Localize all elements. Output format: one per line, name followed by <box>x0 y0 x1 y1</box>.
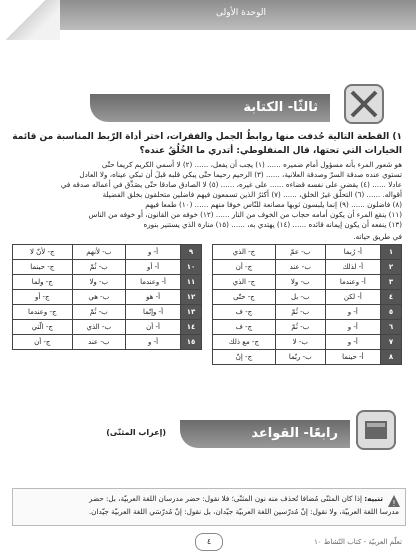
choice-b: ب- ولا <box>275 275 325 290</box>
choice-a: أ- وعندما <box>325 275 380 290</box>
choice-b: ب- ثُمّ <box>275 305 325 320</box>
choice-number: ١٥ <box>181 335 202 350</box>
choice-a: أ- رُبما <box>325 245 380 260</box>
choice-c: ج- حتّى <box>213 290 276 305</box>
choice-c: ج- الّتي <box>13 320 73 335</box>
choice-b: ب- ثُمّ <box>72 305 126 320</box>
choice-a: أ- حينما <box>325 350 380 365</box>
choice-number: ٢ <box>381 260 402 275</box>
writing-section-band <box>90 94 330 122</box>
choice-number: ٥ <box>381 305 402 320</box>
unit-title: الوحدة الأولى <box>216 8 266 18</box>
passage-line: أقواله. ...... (٦) التحلّق غيرُ الخلق، ...... (٧) أكثرُ الذين تسمعون فيهم فاضلين متحلقون بخلق الفضيلة <box>102 190 402 199</box>
choice-c: ج- أن <box>13 335 73 350</box>
pencil-icon <box>344 84 384 124</box>
choice-number: ١ <box>381 245 402 260</box>
choice-b: ب- لا <box>275 335 325 350</box>
passage-line: (١٣) ينفعه أن يكون إيمانه قائده ...... (١٤) يهتدي به، ...... (١٥) منارة الذي يستنير بنوره <box>143 220 402 229</box>
choice-row <box>213 290 402 305</box>
choice-c: ج- لأنّ لا <box>13 245 73 260</box>
choice-number: ١٣ <box>181 305 202 320</box>
choice-c: ج- مع ذلك <box>213 335 276 350</box>
choice-a: أ- لذلك <box>325 260 380 275</box>
choice-c: ج- ف <box>213 320 276 335</box>
instruction-line-2: الخيارات التي تحتها، قال المنفلوطي: أتدري ما الخُلُقُ عنده؟ <box>139 146 402 156</box>
choice-b: ب- عمّ <box>275 245 325 260</box>
choice-row <box>213 350 402 365</box>
choice-row <box>213 260 402 275</box>
choice-b: ب- عند <box>275 260 325 275</box>
choice-c: ج- الذي <box>213 245 276 260</box>
choice-number: ٣ <box>381 275 402 290</box>
page-number: ٤ <box>195 533 223 551</box>
choice-row <box>213 245 402 260</box>
choice-row <box>13 260 202 275</box>
choice-b: ب- ولا <box>72 275 126 290</box>
writing-section-title: ثالثًا- الكتابة <box>243 100 318 115</box>
choice-a: أ- و <box>126 245 181 260</box>
choice-c: ج- حينما <box>13 260 73 275</box>
page-curl-decoration <box>0 0 60 40</box>
choice-number: ٨ <box>381 350 402 365</box>
choice-number: ١٠ <box>181 260 202 275</box>
choice-a: أ- و <box>126 335 181 350</box>
choice-number: ٧ <box>381 335 402 350</box>
choice-number: ١١ <box>181 275 202 290</box>
choice-row <box>13 275 202 290</box>
choice-a: أ- وإنّما <box>126 305 181 320</box>
choice-row <box>13 245 202 260</box>
choice-c: ج- ولما <box>13 275 73 290</box>
choice-number: ٩ <box>181 245 202 260</box>
choice-row <box>213 335 402 350</box>
choice-number: ١٢ <box>181 290 202 305</box>
passage-line: هو شعور المرء بأنه مسؤول أمام ضميره ...... (١) يجب أن يفعل، ...... (٢) لا أسمي الكريم كريما حتّى <box>101 160 402 169</box>
choice-b: ب- ثُمّ <box>72 260 126 275</box>
passage-line: تستوي عنده صدقة السرّ وصدقة العلانية، ...... (٣) الرحيم رحيما حتّى يبكي قلبه قبلَ أن تبكي عيناه، ولا العادل <box>79 170 402 179</box>
choice-row <box>213 275 402 290</box>
passage-line: (٨) فاضلون ...... (٩) إنما يلبسون ثوبها مصانعة للنّاس خوفا منهم ...... (١٠) طمعا فيهم <box>145 200 402 209</box>
question-instruction <box>12 130 402 158</box>
choice-c: ج- أن <box>213 260 276 275</box>
choice-row <box>13 305 202 320</box>
choice-b: ب- بل <box>275 290 325 305</box>
choice-a: أ- أن <box>126 320 181 335</box>
book-reference: في طريق حياته. <box>353 232 402 241</box>
choice-row <box>213 320 402 335</box>
choice-c: ج- إنّ <box>213 350 276 365</box>
choice-a: أ- و <box>325 335 380 350</box>
choice-b: ب- ربّما <box>275 350 325 365</box>
passage-line: عادلا ...... (٤) يقضي على نفسه قضاءه ...... على غيره، ...... (٥) لا الصادق صادقا حتّى يصَدِّق في أعماله صدقه في <box>60 180 402 189</box>
choice-b: ب- عند <box>72 335 126 350</box>
tip-line-1: إذا كان المثنّى مُضافا تُحذف منه نون المثنّى؛ فلا نقول: حضر مدرسان اللغة العربيّة، بل: حضر <box>89 494 362 503</box>
svg-text:!: ! <box>392 499 396 508</box>
choice-c: ج- ف <box>213 305 276 320</box>
choice-a: أ- أو <box>126 260 181 275</box>
choice-number: ٤ <box>381 290 402 305</box>
choice-b: ب- الذي <box>72 320 126 335</box>
choice-row <box>213 305 402 320</box>
choice-a: أ- وعندما <box>126 275 181 290</box>
choice-number: ١٤ <box>181 320 202 335</box>
book-icon <box>356 410 396 450</box>
choices-table-left <box>12 244 202 350</box>
choice-a: أ- لكن <box>325 290 380 305</box>
choices-table-right <box>212 244 402 365</box>
grammar-subtitle: (إعراب المثنّى) <box>106 428 166 437</box>
warning-icon <box>387 493 401 512</box>
choice-c: ج- أو <box>13 290 73 305</box>
choice-c: ج- الذي <box>213 275 276 290</box>
choice-b: ب- ثُمّ <box>275 320 325 335</box>
passage-line: (١١) ينقع المرء أن يكون أمامه حجاب من الخوف من النار ...... (١٢) خوفه من القانون، أو خوفه من الناس <box>88 210 402 219</box>
choice-number: ٦ <box>381 320 402 335</box>
passage <box>10 160 402 230</box>
top-header-band <box>0 0 416 30</box>
choice-row <box>13 335 202 350</box>
choice-c: ج- وعندما <box>13 305 73 320</box>
question-number: ١) <box>392 132 402 142</box>
choice-b: ب- هي <box>72 290 126 305</box>
book-title-footer: تعلّم العربيّة - كتاب النّشاط ١٠ <box>314 538 402 546</box>
choice-a: أ- هو <box>126 290 181 305</box>
tip-line-2: مدرسا اللغة العربيّة، ولا نقول: إنّ مُدرّسين اللغة العربيّة جيّدان، بل نقول: إنّ مُدرّسَي اللغة العربيّة جيّدان. <box>88 507 399 516</box>
choice-b: ب- لأنهم <box>72 245 126 260</box>
choice-a: أ- و <box>325 305 380 320</box>
tip-label: تنبيه: <box>364 494 383 503</box>
grammar-section-title: رابعًا- القواعد <box>251 426 338 441</box>
instruction-line-1: القطعة التالية حُذفت منها روابطُ الجمل والفقرات، اختر أداة الرّبط المناسبة من قائمة <box>12 132 390 142</box>
grammar-section-band <box>180 420 350 448</box>
choice-row <box>13 290 202 305</box>
choice-row <box>13 320 202 335</box>
choice-a: أ- و <box>325 320 380 335</box>
tip-box <box>12 488 406 526</box>
